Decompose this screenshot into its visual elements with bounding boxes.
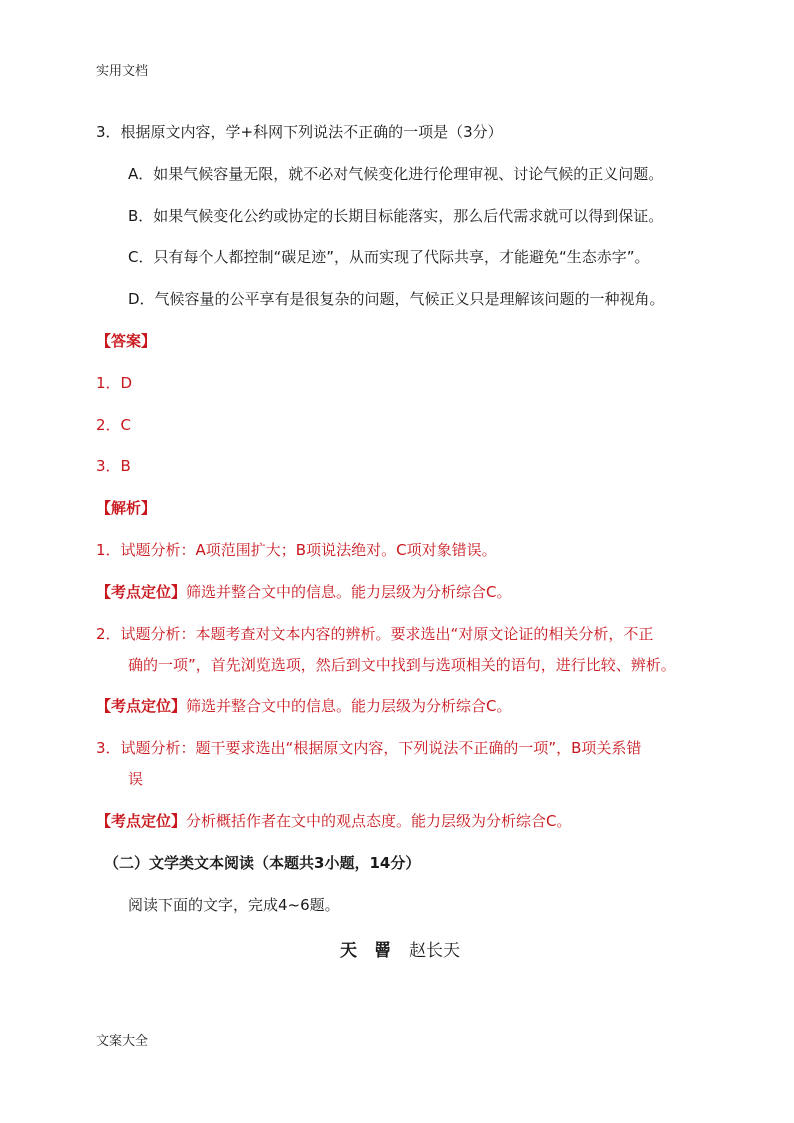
section-2-heading: （二）文学类文本阅读（本题共3小题，14分） [104, 854, 421, 872]
page-footer: 文案大全 [96, 1034, 149, 1049]
answer-item-2: 2．C [96, 416, 132, 434]
option-a: A．如果气候容量无限，就不必对气候变化进行伦理审视、讨论气候的正义问题。 [128, 165, 664, 183]
page-header: 实用文档 [96, 64, 149, 79]
kaodian-1 [96, 581, 512, 602]
kaodian-text: 分析概括作者在文中的观点态度。能力层级为分析综合C。 [186, 812, 572, 830]
option-d: D．气候容量的公平享有是很复杂的问题，气候正义只是理解该问题的一种视角。 [128, 290, 665, 308]
kaodian-text: 筛选并整合文中的信息。能力层级为分析综合C。 [186, 697, 512, 715]
kaodian-3 [96, 810, 572, 831]
answer-item-1: 1．D [96, 374, 133, 392]
answer-heading: 【答案】 [96, 332, 157, 350]
question-3-stem: 3．根据原文内容，学+科网下列说法不正确的一项是（3分） [96, 123, 503, 141]
kaodian-label: 【考点定位】 [96, 812, 187, 830]
analysis-3-line-2: 误 [128, 770, 144, 788]
answer-item-3: 3．B [96, 457, 131, 475]
analysis-3-line-1: 3．试题分析：题干要求选出“根据原文内容，下列说法不正确的一项”，B项关系错 [96, 739, 642, 757]
analysis-2-line-1: 2．试题分析：本题考查对文本内容的辨析。要求选出“对原文论证的相关分析，不正 [96, 625, 654, 643]
story-title-line [340, 936, 460, 961]
reading-instruction: 阅读下面的文字，完成4~6题。 [128, 896, 340, 914]
kaodian-text: 筛选并整合文中的信息。能力层级为分析综合C。 [186, 583, 512, 601]
kaodian-label: 【考点定位】 [96, 697, 187, 715]
kaodian-label: 【考点定位】 [96, 583, 187, 601]
story-title: 天 罾 [340, 941, 391, 961]
option-c: C．只有每个人都控制“碳足迹”，从而实现了代际共享，才能避免“生态赤字”。 [128, 248, 650, 266]
analysis-2-line-2: 确的一项”，首先浏览选项，然后到文中找到与选项相关的语句，进行比较、辨析。 [128, 656, 676, 674]
option-b: B．如果气候变化公约或协定的长期目标能落实，那么后代需求就可以得到保证。 [128, 207, 664, 225]
analysis-1: 1．试题分析：A项范围扩大；B项说法绝对。C项对象错误。 [96, 541, 497, 559]
story-author: 赵长天 [409, 941, 460, 961]
kaodian-2 [96, 695, 512, 716]
analysis-heading: 【解析】 [96, 499, 157, 517]
